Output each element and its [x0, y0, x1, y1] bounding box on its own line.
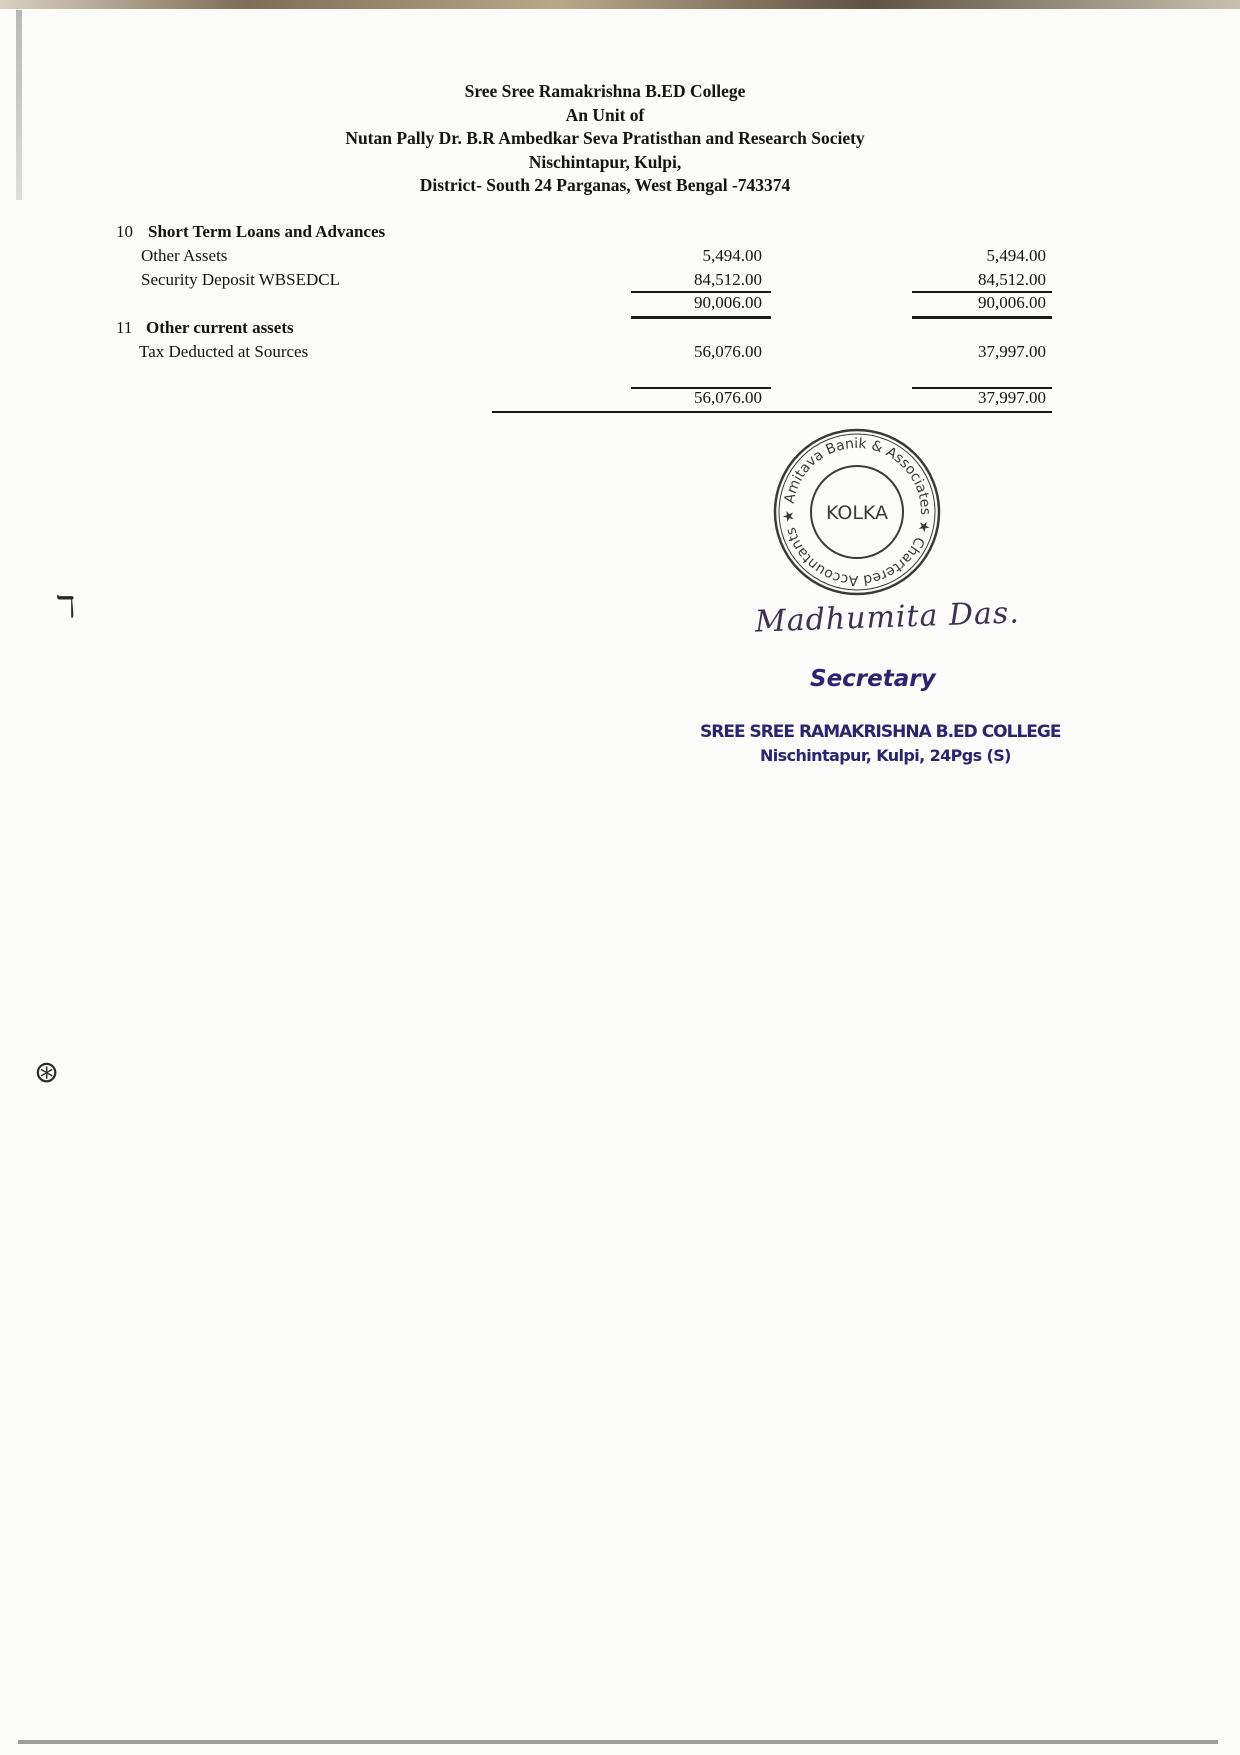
note-number: 11: [116, 318, 133, 337]
signatory-role: Secretary: [810, 666, 936, 692]
current-year-value: 84,512.00: [694, 270, 762, 289]
total-row: [0, 293, 1240, 315]
previous-year-value: 37,997.00: [978, 342, 1046, 361]
address-line: Nischintapur, Kulpi,: [528, 151, 682, 172]
table-row: [0, 270, 1240, 292]
stamp-ring-text: Amitava Banik & Associates ★ Chartered Accountants ★: [780, 435, 934, 589]
total-rule: [492, 411, 1052, 413]
row-label: Tax Deducted at Sources: [139, 342, 309, 361]
previous-year-value: 84,512.00: [978, 270, 1046, 289]
current-year-value: 5,494.00: [702, 246, 762, 265]
note-title: Short Term Loans and Advances: [148, 222, 386, 241]
current-year-total: 90,006.00: [694, 293, 762, 312]
handwritten-signature: Madhumita Das.: [754, 595, 1021, 640]
previous-year-total: 90,006.00: [978, 293, 1046, 312]
punch-hole-mark: ℸ: [56, 590, 76, 625]
note-number: 10: [116, 222, 133, 241]
note-title: Other current assets: [146, 318, 294, 337]
unit-of-line: An Unit of: [565, 104, 645, 125]
scan-bottom-edge: [18, 1740, 1218, 1744]
punch-hole-mark: ⊛: [34, 1055, 60, 1090]
current-year-total: 56,076.00: [694, 388, 762, 407]
table-row: [0, 246, 1240, 268]
document-header: [0, 80, 1210, 198]
society-name: Nutan Pally Dr. B.R Ambedkar Seva Pratisthan and Research Society: [345, 128, 865, 148]
table-row: [0, 342, 1240, 364]
total-row: [0, 388, 1240, 410]
scan-top-edge: [0, 0, 1240, 9]
previous-year-value: 5,494.00: [986, 246, 1046, 265]
row-label: Other Assets: [141, 246, 228, 265]
current-year-value: 56,076.00: [694, 342, 762, 361]
row-label: Security Deposit WBSEDCL: [141, 270, 340, 289]
college-name: Sree Sree Ramakrishna B.ED College: [464, 81, 746, 101]
note-heading: [0, 318, 1240, 340]
district-line: District- South 24 Parganas, West Bengal -743374: [419, 175, 791, 195]
stamp-center-text: KOLKA: [825, 502, 889, 524]
previous-year-total: 37,997.00: [978, 388, 1046, 407]
note-heading: [0, 222, 1240, 244]
auditor-stamp: [770, 425, 944, 599]
seal-college-name: SREE SREE RAMAKRISHNA B.ED COLLEGE: [700, 722, 1061, 742]
seal-address: Nischintapur, Kulpi, 24Pgs (S): [760, 746, 1011, 765]
